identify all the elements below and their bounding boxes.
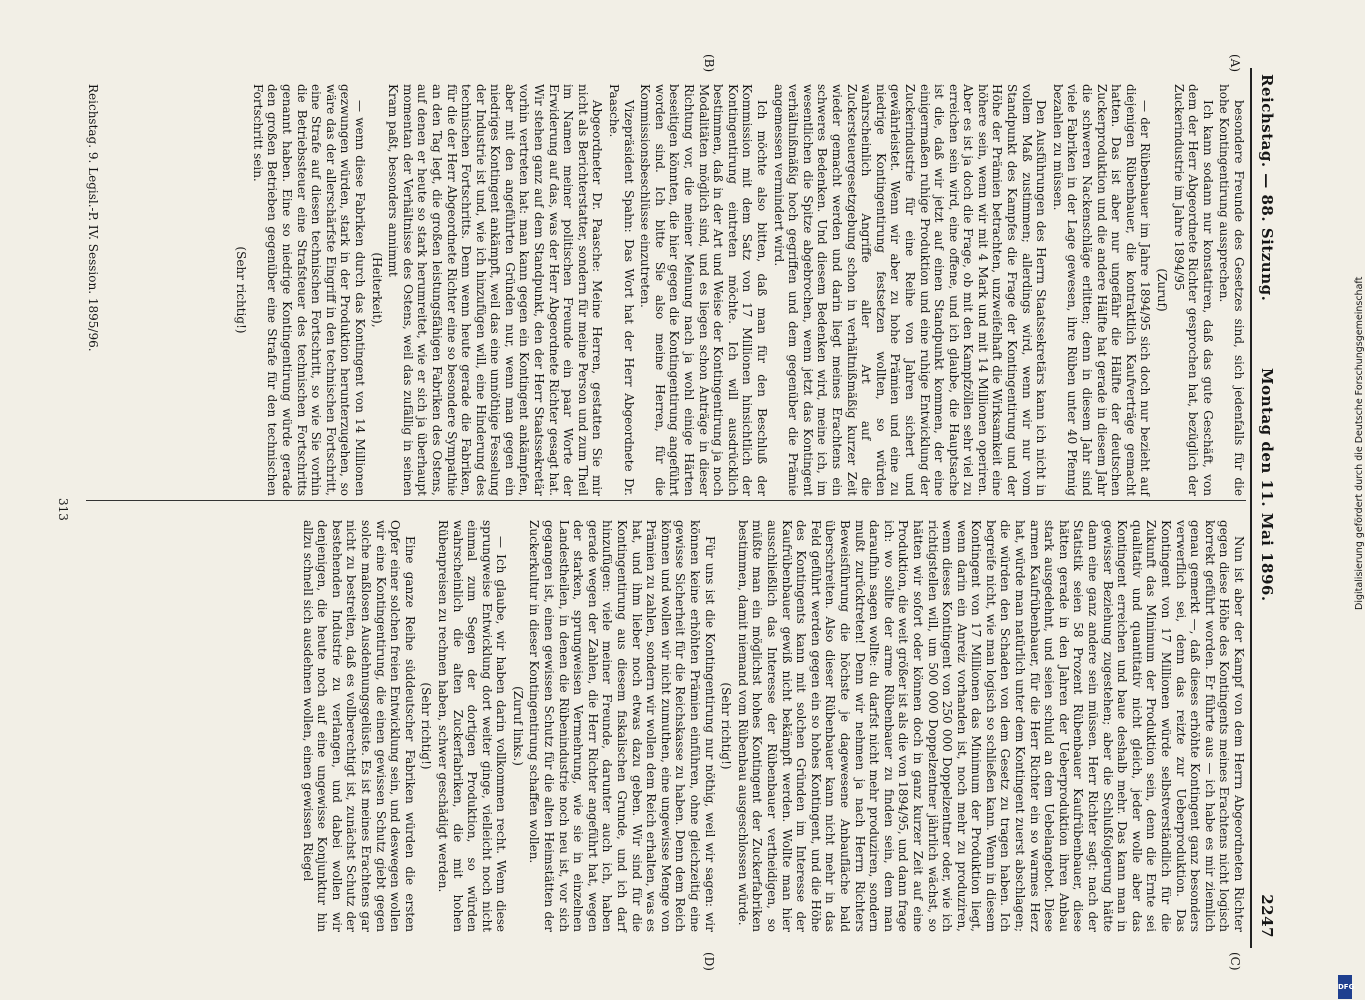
right-column: [298, 520, 1246, 932]
rotated-sheet: [40, 54, 1290, 971]
paragraph: Abgeordneter Dr. Paasche: Meine Herren, gestatten Sie mir nicht als Berichterstatter, sondern für meine Person und zum Theil im Namen meiner politischen Freunde ein paar Worte der Erwiderung auf das, was der Herr Abgeordnete Richter gesagt hat. Wir stehen ganz auf dem Standpunkt, den der Herr Staatssekretär vorhin vertreten hat: man kann gegen ein Kontingent ankämpfen, aber mit den angeführten Gründen nur, wenn man gegen ein niedriges Kontingent ankämpft, weil das eine unnöthige Fesselung der Industrie ist und, wie ich hinzufügen will, eine Hinderung des technischen Fortschritts. Denn wenn heute gerade die Fabriken, für die der Herr Abgeordnete Richter eine so besondere Sympathie an den Tag legt, die großen leistungsfähigen Fabriken des Ostens, auf denen er heute so stark herumreitet, wie er sich ja überhaupt momentan der Verhältnisse des Ostens, weil das zufällig in seinen Kram paßt, besonders annimmt: [386, 84, 605, 496]
margin-mark-d: (D): [702, 952, 716, 971]
margin-mark-a: (A): [1228, 54, 1242, 73]
interjection: (Zuruf links.): [510, 686, 525, 766]
running-header: [1250, 68, 1290, 948]
paragraph: — der Rübenbauer im Jahre 1894/95 sich doch nur bezieht auf diejenigen Rübenbauer, die kontraktlich Kaufverträge gemacht hatten. Das ist aber nur ungefähr die Hälfte der deutschen Zuckerproduktion und die andere Hälfte hat gerade in diesem Jahr die schweren Nackenschläge erlitten; denn in diesem Jahr sind viele Fabriken in der Lage gewesen, ihre Rüben unter 40 Pfennig bezahlen zu müssen.: [1050, 84, 1153, 496]
column-divider: [86, 500, 1246, 501]
interjection: (Zuruf): [1155, 268, 1170, 312]
digitization-sidebar: [1336, 10, 1365, 991]
paragraph: Den Ausführungen des Herrn Staatssekretärs kann ich nicht in vollem Maß zustimmen; allerdings wird, wenn wir nur vom Standpunkt des Kampfes die Frage der Kontingentirung und der Höhe der Prämien betrachten, unzweifelhaft die Wirksamkeit eine höhere sein, wenn wir mit 4 Mark und mit 14 Millionen operiren. Aber es ist ja doch die Frage, ob mit den Kampfzöllen sehr viel zu erreichen sein wird, eine offene, und ich glaube, die Hauptsache ist die, daß wir jetzt auf einen Standpunkt kommen, der eine einigermaßen ruhige Produktion und eine ruhige Entwicklung der Zuckerindustrie für eine Reihe von Jahren sichert und gewährleistet. Wenn wir aber zu hohe Prämien und eine zu niedrige Kontingentirung festsetzen wollten, so würden wahrscheinlich Angriffe aller Art auf die Zuckersteuergesetzgebung schon in verhältnißmäßig kurzer Zeit wieder gemacht werden und darin liegt meines Erachtens ein schweres Bedenken. Und diesem Bedenken wird, meine ich, im wesentlichen die Spitze abgebrochen, wenn jetzt das Kontingent verhältnißmäßig hoch gegriffen und dem gegenüber die Prämie angemessen vermindert wird.: [771, 84, 1049, 496]
header-date: Montag den 11. Mai 1896.: [1258, 368, 1276, 602]
dfg-logo: DFG: [1338, 975, 1352, 999]
interjection: (Sehr richtig!): [234, 246, 249, 334]
paragraph: Eine ganze Reihe süddeutscher Fabriken würden die ersten Opfer einer solchen freien Entwicklung sein, und deswegen wollen wir eine Kontingentirung, die einen gewissen Schutz giebt gegen solche maßlosen Ausdehnungsgelüste. Es ist meines Erachtens gar nicht zu bestreiten, daß es vollberechtigt ist, zunächst Schutz der bestehenden Industrie zu verlangen, und dabei wollen wir denjenigen, die heute noch auf eine ungewisse Konjunktur hin allzu schnell sich ausdehnen wollen, einen gewissen Riegel: [300, 520, 417, 932]
margin-mark-b: (B): [702, 54, 716, 73]
margin-mark-c: (C): [1228, 952, 1242, 971]
paragraph: Ich kann sodann nur konstatiren, daß das gute Geschäft, von dem der Herr Abgeordnete Richter gesprochen hat, bezüglich der Zuckerindustrie im Jahre 1894/95: [1171, 84, 1215, 496]
interjection: (Sehr richtig!): [419, 682, 434, 770]
left-column: [232, 84, 1246, 496]
paragraph: Ich möchte also bitten, daß man für den Beschluß der Kommission mit dem Satz von 17 Millionen hinsichtlich der Kontingentirung eintreten möchte. Ich will ausdrücklich bestimmen, daß in der Art und Weise der Kontingentirung ja noch Modalitäten möglich sind, und es liegen schon Anträge in dieser Richtung vor, die meiner Meinung nach ja wohl einige Härten beseitigen könnten, die hier gegen die Kontingentirung angeführt worden sind. Ich bitte Sie also meine Herren, für die Kommissionsbeschlüsse einzutreten.: [638, 84, 769, 496]
header-rule: [1250, 68, 1252, 948]
paragraph: besondere Freunde des Gesetzes sind, sich jedenfalls für die hohe Kontingentirung aussprechen.: [1217, 84, 1246, 496]
header-left: Reichstag. — 88. Sitzung.: [1258, 74, 1276, 302]
header-page-number: 2247: [1258, 894, 1276, 938]
interjection: (Heiterkeit),: [369, 252, 384, 328]
paragraph: — wenn diese Fabriken durch das Kontingent von 14 Millionen gezwungen würden, stark in der Produktion herunterzugehen, so wäre das der allerschärfste Eingriff in den technischen Fortschritt, eine Strafe auf diesen technischen Fortschritt, so wie Sie vorhin die Betriebssteuer eine Strafsteuer des technischen Fortschritts genannt haben. Eine so niedrige Kontingentirung würde gerade den großen Betrieben gegenüber eine Strafe für den technischen Fortschritt sein.: [250, 84, 367, 496]
footer-page-number: 313: [56, 498, 70, 521]
paragraph: — Ich glaube, wir haben darin vollkommen recht. Wenn diese sprungweise Entwicklung dort weiter ginge, vielleicht noch nicht einmal zum Segen der dortigen Produktion, so würden wahrscheinlich die alten Zuckerfabriken, die mit hohen Rübenpreisen zu rechnen haben, schwer geschädigt werden.: [435, 520, 509, 932]
interjection: (Sehr richtig!): [719, 682, 734, 770]
digitization-credit: Digitalisierung gefördert durch die Deutsche Forschungsgemeinschaft: [1354, 276, 1365, 610]
paragraph: Nun ist aber der Kampf von dem Herrn Abgeordneten Richter gegen diese Höhe des Kontingents meines Erachtens nicht logisch korrekt geführt worden. Er führte aus — ich habe es mir ziemlich genau gemerkt —, daß dieses erhöhte Kontingent ganz besonders verwerflich sei, denn das reizte zur Ueberproduktion. Das Kontingent von 17 Millionen würde selbstverständlich für die Zukunft das Minimum der Produktion sein, denn die Ernte sei qualitativ und quantitativ nicht gleich, jeder wolle aber das Kontingent erreichen und baue deshalb mehr. Das kann man in gewisser Beziehung zugestehen; aber die Schlußfolgerung hätte dann eine ganz andere sein müssen. Herr Richter sagt: nach der Statistik seien 58 Prozent Rübenbauer Kaufrübenbauer, diese hätten gerade in den Jahren der Ueberproduktion ihren Anbau stark ausgedehnt, und seien schuld an dem Uebelangebot. Diese armen Kaufrübenbauer, für die Herr Richter ein so warmes Herz hat, würde man natürlich unter dem Kontingent zuerst abschlagen; die würden den Schaden von dem Gesetz zu tragen haben. Ich begreife nicht, wie man logisch so schließen kann. Wenn in diesem Kontingent von 17 Millionen das Minimum der Produktion liegt, wenn darin ein Anreiz vorhanden ist, noch mehr zu produziren, wenn dieses Kontingent von 250 000 Doppelzentner oder, wie ich richtigstellen will, um 500 000 Doppelzentner jährlich wächst, so hätten wir sofort oder können doch in ganz kurzer Zeit auf eine Produktion, die weit größer ist als die von 1894/95, und dann frage ich: wo sollte der arme Rübenbauer zu finden sein, dem man daraufhin sagen wollte: du darfst nicht mehr produziren, sondern mußt zurücktreten! Denn wir nehmen ja nach Herrn Richters Beweisführung die höchste je dagewesene Anbaufläche bald überschreiten. Also dieser Rübenbauer kann nicht mehr in das Feld geführt werden gegen ein so hohes Kontingent, und die Höhe des Kontingents kann mit solchen Gründen im Interesse der Kaufrübenbauer gewiß nicht bekämpft werden. Wollte man hier ausschließlich das Interesse der Rübenbauer vertheidigen, so müßte man ein möglichst hohes Kontingent der Zuckerfabriken bestimmen, damit niemand vom Rübenbau ausgeschlossen würde.: [735, 520, 1246, 932]
paragraph: Für uns ist die Kontingentirung nur nöthig, weil wir sagen: wir können keine erhöhten Prämien einführen, ohne gleichzeitig eine gewisse Sicherheit für die Reichskasse zu haben. Denn dem Reich können und wollen wir nicht zumuthen, eine ungewisse Menge von Prämien zu zahlen, sondern wir wollen dem Reich erhalten, was es hat, und ihm lieber noch etwas dazu geben. Wir sind für die Kontingentirung aus diesem fiskalischen Grunde, und ich darf hinzufügen: viele meiner Freunde, darunter auch ich, haben gerade wegen der Zahlen, die Herr Richter angeführt hat, wegen der starken, sprungweisen Vermehrung, wie sie in einzelnen Landestheilen, in denen die Rübenindustrie noch neu ist, vor sich gegangen ist, einen gewissen Schutz für die alten Heimstätten der Zuckerkultur in dieser Kontingentirung schaffen wollen.: [527, 520, 717, 932]
footer-session-info: Reichstag. 9. Legisl.-P. IV. Session. 1895/96.: [86, 84, 100, 352]
paragraph: Vizepräsident Spahn: Das Wort hat der Herr Abgeordnete Dr. Paasche.: [607, 84, 636, 496]
